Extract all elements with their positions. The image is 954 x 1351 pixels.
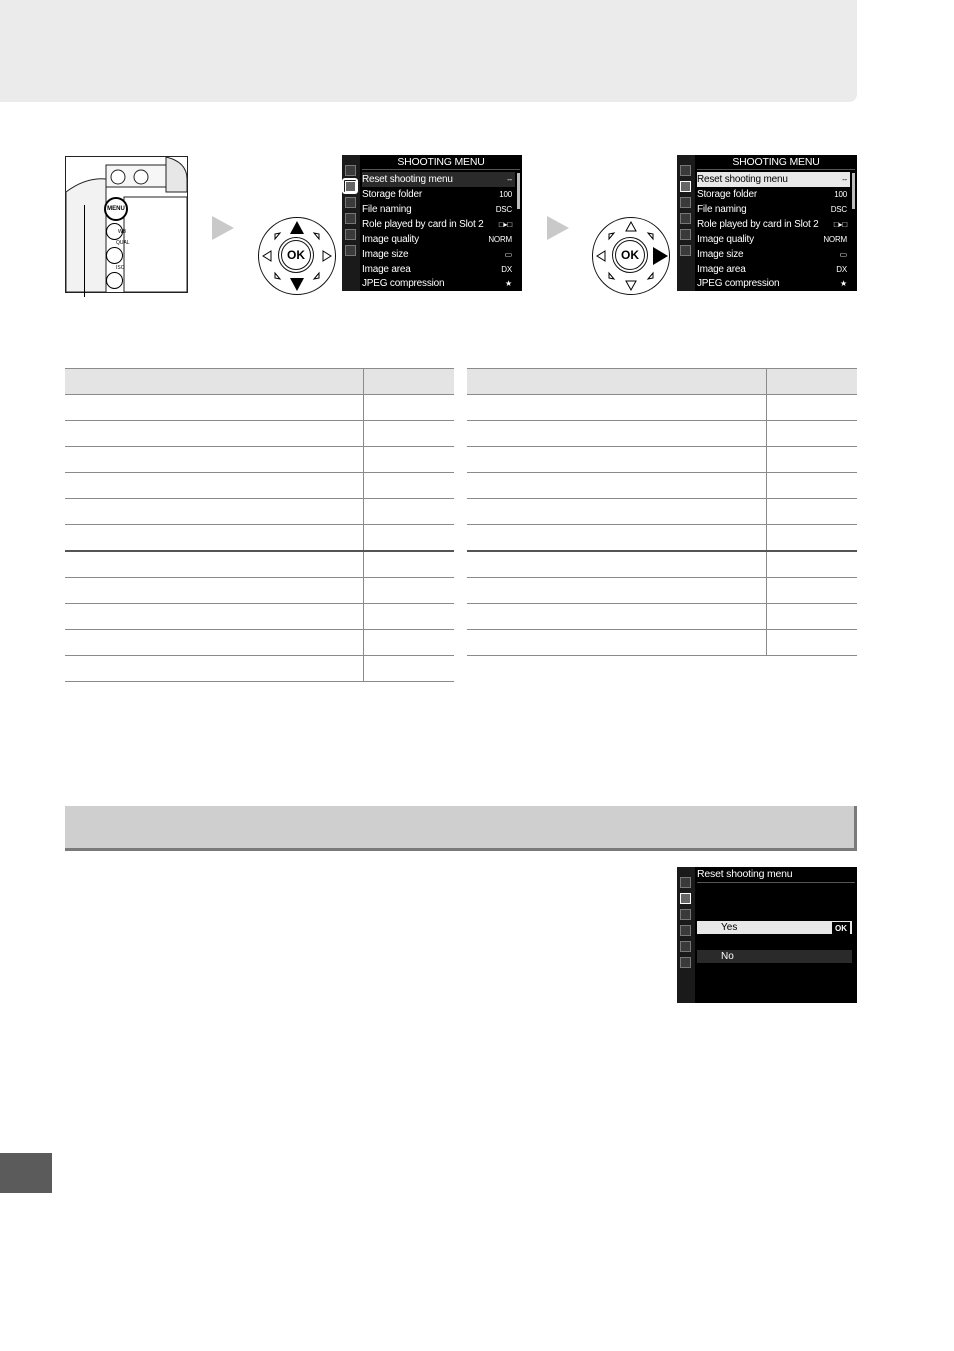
menu-row[interactable]	[697, 217, 850, 232]
menu-row-value: 100	[834, 190, 847, 199]
menu-row-label: Image quality	[362, 234, 419, 245]
pencil-menu-icon[interactable]	[680, 197, 691, 208]
scrollbar[interactable]	[517, 173, 520, 209]
table-row	[65, 395, 454, 421]
menu-row-label: File naming	[362, 204, 412, 215]
menu-row-value: --	[507, 175, 512, 184]
menu-row-label: Reset shooting menu	[697, 174, 788, 185]
menu-row-label: Storage folder	[362, 189, 423, 200]
pencil-menu-icon[interactable]	[345, 197, 356, 208]
menu-row-value: DSC	[495, 205, 512, 214]
table-row	[467, 551, 857, 578]
scrollbar[interactable]	[852, 173, 855, 209]
retouch-menu-icon[interactable]	[680, 229, 691, 240]
screen-title: SHOOTING MENU	[397, 156, 485, 168]
table-row	[467, 630, 857, 656]
wrench-menu-icon[interactable]	[680, 213, 691, 224]
camera-menu-icon[interactable]	[680, 181, 691, 192]
retouch-menu-icon[interactable]	[680, 941, 691, 952]
table-row	[467, 604, 857, 630]
menu-row-value: 100	[499, 190, 512, 199]
menu-row-label: Image size	[362, 249, 409, 260]
playback-menu-icon[interactable]	[345, 165, 356, 176]
screen-title: SHOOTING MENU	[732, 156, 820, 168]
menu-row-value: □▸□	[833, 220, 847, 229]
table-header-option	[467, 369, 767, 395]
table-row	[65, 421, 454, 447]
no-option[interactable]	[697, 950, 852, 963]
table-row	[467, 499, 857, 525]
callout-line	[84, 205, 85, 297]
my-menu-icon[interactable]	[680, 957, 691, 968]
ok-badge-icon: OK	[832, 922, 850, 935]
menu-button[interactable]: MENU	[104, 197, 128, 221]
table-row	[65, 525, 454, 552]
wb-label: WB	[118, 229, 127, 235]
shooting-menu-screen-2	[677, 155, 857, 291]
title-divider	[697, 169, 855, 170]
menu-row-label: File naming	[697, 204, 747, 215]
table-row	[467, 473, 857, 499]
title-divider	[697, 882, 855, 883]
table-row	[467, 447, 857, 473]
menu-row-label: Reset shooting menu	[362, 174, 453, 185]
menu-row-label: Image quality	[697, 234, 754, 245]
menu-sidebar	[677, 155, 695, 291]
table-row	[65, 499, 454, 525]
yes-option[interactable]	[697, 921, 852, 934]
table-row	[65, 551, 454, 578]
table-row	[467, 421, 857, 447]
menu-row[interactable]	[362, 202, 515, 217]
page-header-band	[0, 0, 857, 102]
menu-row-label: JPEG compression	[362, 278, 445, 289]
flow-arrow-icon	[547, 216, 569, 240]
camera-menu-icon[interactable]	[680, 893, 691, 904]
table-row	[65, 630, 454, 656]
table-row	[65, 447, 454, 473]
playback-menu-icon[interactable]	[680, 165, 691, 176]
table-row	[467, 578, 857, 604]
menu-row-value: □▸□	[498, 220, 512, 229]
shooting-menu-screen-1	[342, 155, 522, 291]
ok-button[interactable]: OK	[281, 240, 311, 270]
ok-button[interactable]: OK	[615, 240, 645, 270]
menu-row-value: NORM	[488, 235, 512, 244]
menu-row-label: Role played by card in Slot 2	[697, 219, 819, 230]
menu-row[interactable]	[362, 172, 515, 187]
flow-arrow-icon	[212, 216, 234, 240]
title-divider	[362, 169, 520, 170]
menu-sidebar	[677, 867, 695, 1003]
my-menu-icon[interactable]	[345, 245, 356, 256]
menu-row-label: Image area	[362, 264, 411, 275]
qual-label: QUAL	[116, 240, 130, 246]
table-row	[65, 656, 454, 682]
table-header-default	[767, 369, 858, 395]
menu-row-label: Image size	[697, 249, 744, 260]
menu-row-label: JPEG compression	[697, 278, 780, 289]
menu-row-value: NORM	[823, 235, 847, 244]
menu-row[interactable]	[362, 187, 515, 202]
multi-selector[interactable]	[592, 217, 670, 295]
no-label: No	[721, 951, 734, 962]
menu-row-value: ★	[505, 279, 512, 288]
chapter-tab	[0, 1153, 52, 1193]
menu-row-value: DSC	[830, 205, 847, 214]
selection-focus-ring	[342, 178, 358, 194]
iso-label: ISO	[116, 265, 125, 271]
menu-row-label: Storage folder	[697, 189, 758, 200]
menu-sidebar	[342, 155, 360, 291]
yes-label: Yes	[721, 922, 738, 933]
table-row	[65, 473, 454, 499]
menu-row[interactable]	[697, 262, 850, 277]
menu-row-value: ▭	[839, 250, 847, 259]
iso-button[interactable]	[106, 272, 123, 289]
playback-menu-icon[interactable]	[680, 877, 691, 888]
menu-row-value: DX	[501, 265, 512, 274]
wrench-menu-icon[interactable]	[680, 925, 691, 936]
defaults-table-right	[467, 368, 857, 656]
table-header-option	[65, 369, 364, 395]
my-menu-icon[interactable]	[680, 245, 691, 256]
menu-row[interactable]	[362, 217, 515, 232]
qual-button[interactable]	[106, 247, 123, 264]
defaults-table-left	[65, 368, 454, 682]
menu-row-value: ▭	[504, 250, 512, 259]
pencil-menu-icon[interactable]	[680, 909, 691, 920]
menu-row[interactable]	[697, 202, 850, 217]
table-row	[65, 604, 454, 630]
reset-shooting-menu-dialog	[677, 867, 857, 1003]
table-header-default	[364, 369, 455, 395]
menu-row-selected[interactable]	[697, 172, 850, 187]
wrench-menu-icon[interactable]	[345, 213, 356, 224]
menu-row[interactable]	[362, 276, 515, 291]
menu-row[interactable]	[697, 276, 850, 291]
menu-row[interactable]	[697, 187, 850, 202]
menu-row-label: Role played by card in Slot 2	[362, 219, 484, 230]
menu-row-value: DX	[836, 265, 847, 274]
menu-row[interactable]	[362, 232, 515, 247]
menu-row[interactable]	[697, 232, 850, 247]
table-row	[65, 578, 454, 604]
table-row	[467, 525, 857, 552]
menu-row-value: --	[842, 175, 847, 184]
menu-row-value: ★	[840, 279, 847, 288]
menu-row[interactable]	[697, 247, 850, 262]
multi-selector[interactable]	[258, 217, 336, 295]
retouch-menu-icon[interactable]	[345, 229, 356, 240]
table-row	[467, 395, 857, 421]
menu-row-label: Image area	[697, 264, 746, 275]
section-heading-bar	[65, 806, 857, 851]
dialog-title: Reset shooting menu	[697, 868, 793, 880]
menu-row[interactable]	[362, 247, 515, 262]
menu-row[interactable]	[362, 262, 515, 277]
